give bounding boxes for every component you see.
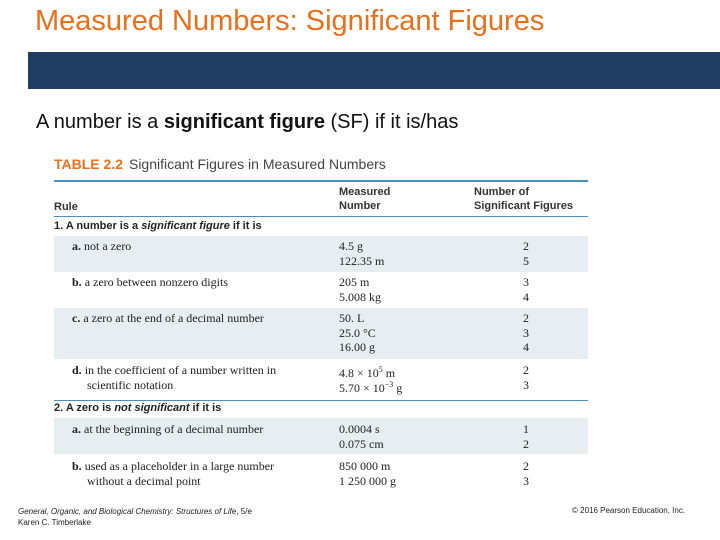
rule-text: d. in the coefficient of a number written in scientific notation bbox=[72, 363, 277, 392]
intro-text bbox=[36, 111, 458, 134]
table-caption-text: Significant Figures in Measured Numbers bbox=[128, 156, 386, 172]
sf-counts: 2 3 bbox=[523, 459, 529, 488]
header-measured-line1: Measured bbox=[339, 186, 391, 198]
rule-text: b. a zero between nonzero digits bbox=[72, 275, 228, 289]
footer-edition: , 5/e bbox=[236, 507, 252, 516]
table-label: TABLE 2.2 bbox=[54, 156, 123, 172]
table-row bbox=[54, 272, 588, 308]
table-row bbox=[54, 236, 588, 272]
header-rule-line bbox=[54, 216, 588, 217]
measured-values: 850 000 m 1 250 000 g bbox=[339, 459, 396, 488]
table-caption bbox=[54, 156, 386, 172]
title-band bbox=[28, 52, 720, 89]
rule-text: a. at the beginning of a decimal number bbox=[72, 422, 264, 436]
measured-values: 4.5 g 122.35 m bbox=[339, 239, 385, 268]
table-top-rule bbox=[54, 180, 588, 182]
intro-bold: significant figure bbox=[163, 111, 325, 133]
table-row bbox=[54, 359, 588, 399]
footer-copyright: © 2016 Pearson Education, Inc. bbox=[572, 506, 686, 515]
section-divider bbox=[54, 400, 588, 401]
table-row bbox=[54, 455, 588, 491]
measured-values: 50. L 25.0 °C 16.00 g bbox=[339, 311, 376, 354]
header-rule: Rule bbox=[54, 201, 78, 213]
section-heading-2: 2. A zero is not significant if it is bbox=[54, 402, 222, 414]
header-sf-line2: Significant Figures bbox=[474, 200, 574, 212]
table-row bbox=[54, 308, 588, 359]
sf-counts: 3 4 bbox=[523, 275, 529, 304]
slide-title: Measured Numbers: Significant Figures bbox=[35, 5, 545, 37]
measured-values: 205 m 5.008 kg bbox=[339, 275, 381, 304]
rule-text: c. a zero at the end of a decimal number bbox=[72, 311, 264, 325]
measured-values: $4.8 \times 10^5$ m $5.70 \times 10^{-3}$ g bbox=[339, 365, 403, 395]
rule-text: a. not a zero bbox=[72, 239, 132, 253]
section-heading-1: 1. A number is a significant figure if it is bbox=[54, 220, 262, 232]
intro-prefix: A number is a bbox=[36, 111, 164, 133]
sf-counts: 2 3 bbox=[523, 363, 529, 392]
footer-author: Karen C. Timberlake bbox=[18, 518, 91, 527]
sf-counts: 1 2 bbox=[523, 422, 529, 451]
footer-book: General, Organic, and Biological Chemistry: Structures of Life bbox=[18, 507, 237, 516]
rule-text: b. used as a placeholder in a large number without a decimal point bbox=[72, 459, 275, 488]
measured-values: 0.0004 s 0.075 cm bbox=[339, 422, 384, 451]
footer-citation bbox=[18, 506, 252, 528]
sf-counts: 2 3 4 bbox=[523, 311, 529, 354]
header-measured-line2: Number bbox=[339, 200, 381, 212]
intro-suffix: (SF) if it is/has bbox=[324, 111, 459, 133]
table-row bbox=[54, 418, 588, 454]
header-sf bbox=[474, 185, 573, 213]
header-measured bbox=[339, 185, 390, 213]
header-sf-line1: Number of bbox=[474, 186, 529, 198]
sf-counts: 2 5 bbox=[523, 239, 529, 268]
